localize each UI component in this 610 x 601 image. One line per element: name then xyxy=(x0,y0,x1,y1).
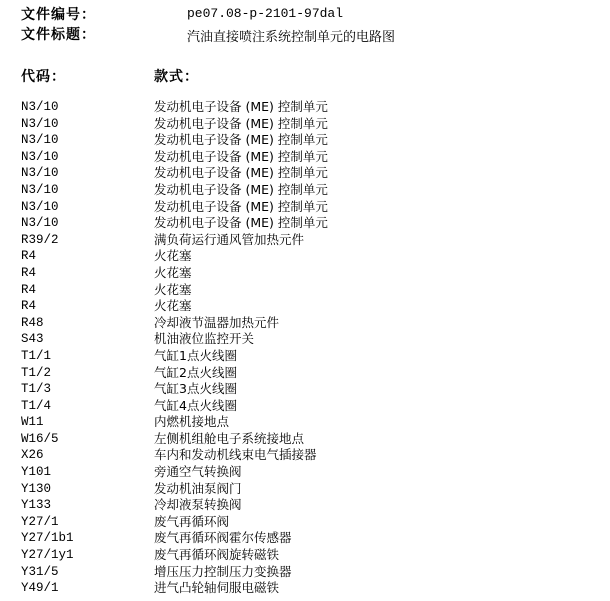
list-item xyxy=(0,497,610,514)
component-code: Y130 xyxy=(21,481,52,496)
component-description: 气缸3点火线圈 xyxy=(154,381,237,397)
component-code: Y27/1b1 xyxy=(21,531,74,546)
list-item xyxy=(0,215,610,232)
component-code: R4 xyxy=(21,249,37,264)
list-item xyxy=(0,580,610,597)
component-description: 废气再循环阀旋转磁铁 xyxy=(154,547,280,563)
component-description: 增压压力控制压力变换器 xyxy=(154,563,292,579)
component-code: W16/5 xyxy=(21,431,59,446)
list-item xyxy=(0,481,610,498)
component-code: W11 xyxy=(21,415,44,430)
list-item xyxy=(0,431,610,448)
component-code: X26 xyxy=(21,448,44,463)
component-description: 火花塞 xyxy=(154,281,192,297)
component-description: 气缸1点火线圈 xyxy=(154,347,237,363)
list-item xyxy=(0,530,610,547)
component-list xyxy=(0,99,610,597)
component-code: N3/10 xyxy=(21,166,59,181)
component-code: S43 xyxy=(21,332,44,347)
list-item xyxy=(0,381,610,398)
file-title-label: 文件标题： xyxy=(21,27,96,43)
desc-column-header: 款式： xyxy=(154,69,199,85)
list-item xyxy=(0,365,610,382)
component-description: 废气再循环阀霍尔传感器 xyxy=(154,530,292,546)
component-code: N3/10 xyxy=(21,182,59,197)
list-item xyxy=(0,331,610,348)
list-item xyxy=(0,447,610,464)
component-description: 发动机电子设备 (ME) 控制单元 xyxy=(154,132,328,148)
component-description: 左侧机组舱电子系统接地点 xyxy=(154,430,305,446)
component-code: N3/10 xyxy=(21,116,59,131)
component-description: 发动机电子设备 (ME) 控制单元 xyxy=(154,99,328,114)
list-item xyxy=(0,132,610,149)
component-code: N3/10 xyxy=(21,216,59,231)
component-code: R39/2 xyxy=(21,232,59,247)
list-item xyxy=(0,232,610,249)
component-code: N3/10 xyxy=(21,133,59,148)
list-item xyxy=(0,282,610,299)
component-code: R4 xyxy=(21,299,37,314)
component-code: Y49/1 xyxy=(21,581,59,596)
component-code: N3/10 xyxy=(21,100,59,114)
component-code: Y27/1y1 xyxy=(21,548,74,563)
component-description: 废气再循环阀 xyxy=(154,513,230,529)
list-item xyxy=(0,414,610,431)
component-description: 冷却液节温器加热元件 xyxy=(154,314,280,330)
list-item xyxy=(0,464,610,481)
component-code: Y31/5 xyxy=(21,564,59,579)
component-code: T1/3 xyxy=(21,382,52,397)
component-description: 气缸4点火线圈 xyxy=(154,397,237,413)
list-item xyxy=(0,315,610,332)
component-description: 发动机电子设备 (ME) 控制单元 xyxy=(154,215,328,231)
list-item xyxy=(0,547,610,564)
list-item xyxy=(0,199,610,216)
component-description: 火花塞 xyxy=(154,248,192,264)
list-item xyxy=(0,165,610,182)
component-code: R4 xyxy=(21,282,37,297)
component-code: T1/2 xyxy=(21,365,52,380)
component-code: R4 xyxy=(21,265,37,280)
file-title-value: 汽油直接喷注系统控制单元的电路图 xyxy=(187,30,396,45)
component-code: R48 xyxy=(21,315,44,330)
list-item xyxy=(0,348,610,365)
list-item xyxy=(0,514,610,531)
component-description: 冷却液泵转换阀 xyxy=(154,497,242,513)
component-code: T1/4 xyxy=(21,398,52,413)
list-item xyxy=(0,99,610,116)
file-number-value: pe07.08-p-2101-97dal xyxy=(187,6,344,21)
component-description: 车内和发动机线束电气插接器 xyxy=(154,447,317,463)
component-description: 发动机电子设备 (ME) 控制单元 xyxy=(154,115,328,131)
component-description: 发动机电子设备 (ME) 控制单元 xyxy=(154,165,328,181)
list-item xyxy=(0,116,610,133)
component-description: 发动机电子设备 (ME) 控制单元 xyxy=(154,198,328,214)
component-code: N3/10 xyxy=(21,199,59,214)
component-code: Y133 xyxy=(21,498,52,513)
list-item xyxy=(0,248,610,265)
list-item xyxy=(0,265,610,282)
component-description: 进气凸轮轴伺服电磁铁 xyxy=(154,580,280,596)
component-description: 机油液位监控开关 xyxy=(154,331,255,347)
component-description: 火花塞 xyxy=(154,264,192,280)
component-code: T1/1 xyxy=(21,348,52,363)
component-description: 旁通空气转换阀 xyxy=(154,464,242,480)
code-column-header: 代码： xyxy=(21,69,66,85)
component-description: 发动机电子设备 (ME) 控制单元 xyxy=(154,181,328,197)
list-item xyxy=(0,149,610,166)
component-description: 满负荷运行通风管加热元件 xyxy=(154,231,305,247)
component-code: Y101 xyxy=(21,465,52,480)
list-item xyxy=(0,564,610,581)
component-description: 火花塞 xyxy=(154,298,192,314)
component-description: 气缸2点火线圈 xyxy=(154,364,237,380)
component-description: 发动机电子设备 (ME) 控制单元 xyxy=(154,148,328,164)
list-item xyxy=(0,298,610,315)
component-description: 发动机油泵阀门 xyxy=(154,480,242,496)
file-number-label: 文件编号： xyxy=(21,7,96,23)
list-item xyxy=(0,182,610,199)
component-code: Y27/1 xyxy=(21,514,59,529)
component-code: N3/10 xyxy=(21,149,59,164)
component-description: 内燃机接地点 xyxy=(154,414,230,430)
list-item xyxy=(0,398,610,415)
